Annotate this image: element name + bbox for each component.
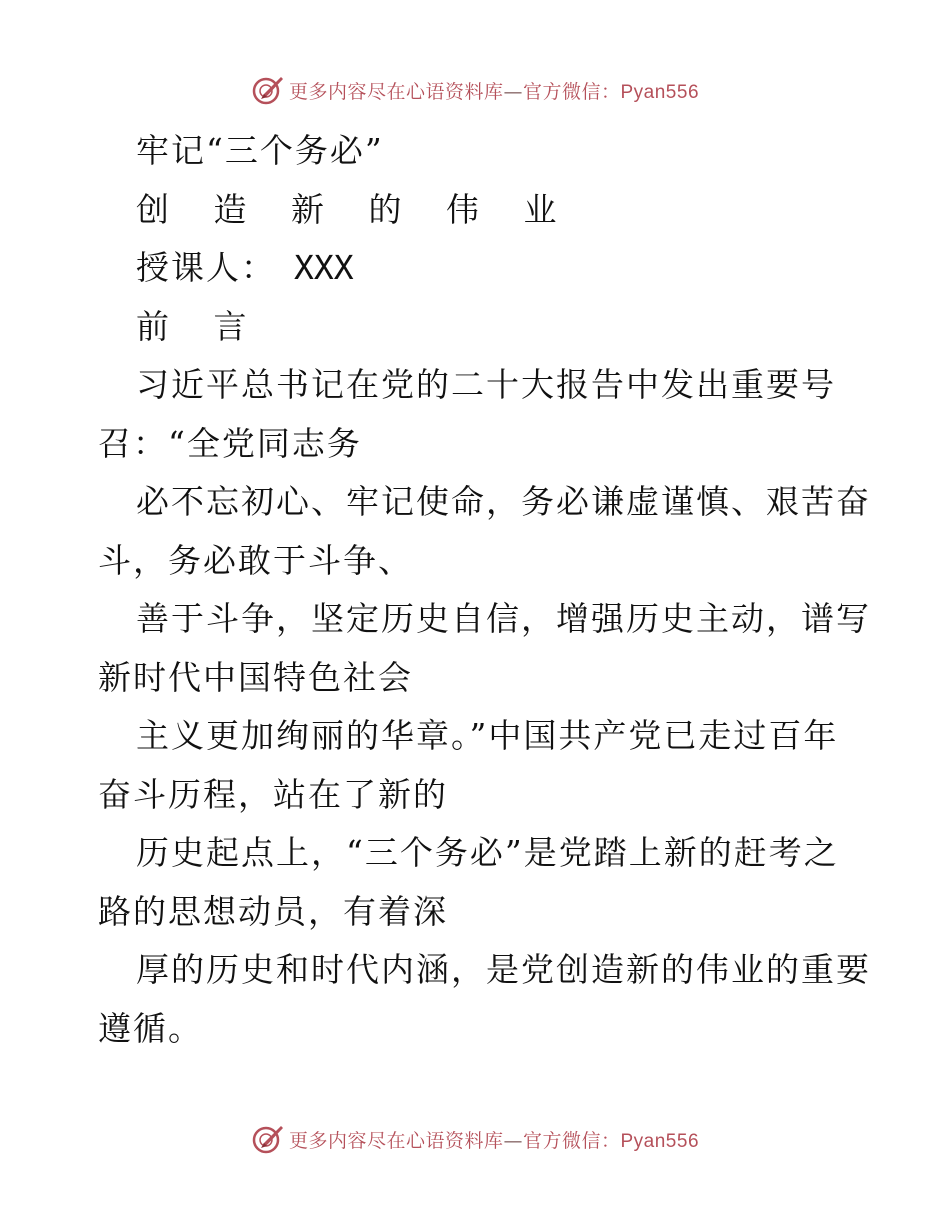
quill-logo-icon	[251, 73, 285, 107]
paragraph-line: 召：“全党同志务	[98, 423, 362, 463]
watermark-official: 官方微信：	[522, 1129, 621, 1152]
watermark-text	[289, 77, 699, 104]
paragraph-line: 历史起点上，“三个务必”是党踏上新的赶考之	[136, 833, 839, 872]
footer-watermark	[0, 1117, 950, 1161]
watermark-id: Pyan556	[620, 81, 700, 103]
paragraph-line: 善于斗争，坚定历史自信，增强历史主动，谱写	[136, 599, 871, 638]
watermark-dash: —	[503, 1129, 523, 1152]
header-watermark	[0, 68, 950, 112]
paragraph-line: 遵循。	[98, 1008, 203, 1048]
paragraph-line: 奋斗历程，站在了新的	[98, 774, 448, 814]
lecturer-name: XXX	[294, 248, 354, 287]
paragraph-line: 路的思想动员，有着深	[98, 891, 448, 931]
title-line-1: 牢记“三个务必”	[136, 131, 384, 170]
watermark-dash: —	[503, 80, 523, 103]
paragraph-line: 必不忘初心、牢记使命，务必谦虚谨慎、艰苦奋	[136, 482, 871, 521]
lecturer-label: 授课人：	[136, 248, 276, 287]
watermark-official: 官方微信：	[522, 80, 621, 103]
watermark-id: Pyan556	[620, 1130, 700, 1152]
paragraph-line: 习近平总书记在党的二十大报告中发出重要号	[136, 365, 836, 404]
quill-logo-icon	[251, 1122, 285, 1156]
lecturer-line	[98, 239, 853, 298]
paragraph-line: 厚的历史和时代内涵，是党创造新的伟业的重要	[136, 950, 871, 989]
watermark-text	[289, 1126, 699, 1153]
watermark-main: 更多内容尽在心语资料库	[288, 1129, 504, 1152]
paragraph-line: 主义更加绚丽的华章。”中国共产党已走过百年	[136, 716, 839, 755]
paragraph-line: 新时代中国特色社会	[98, 657, 413, 697]
paragraph-line: 斗，务必敢于斗争、	[98, 540, 413, 580]
watermark-main: 更多内容尽在心语资料库	[288, 80, 504, 103]
preface-heading: 前 言	[136, 306, 264, 346]
title-line-2: 创 造 新 的 伟 业	[136, 189, 574, 229]
document-body	[98, 122, 871, 1058]
